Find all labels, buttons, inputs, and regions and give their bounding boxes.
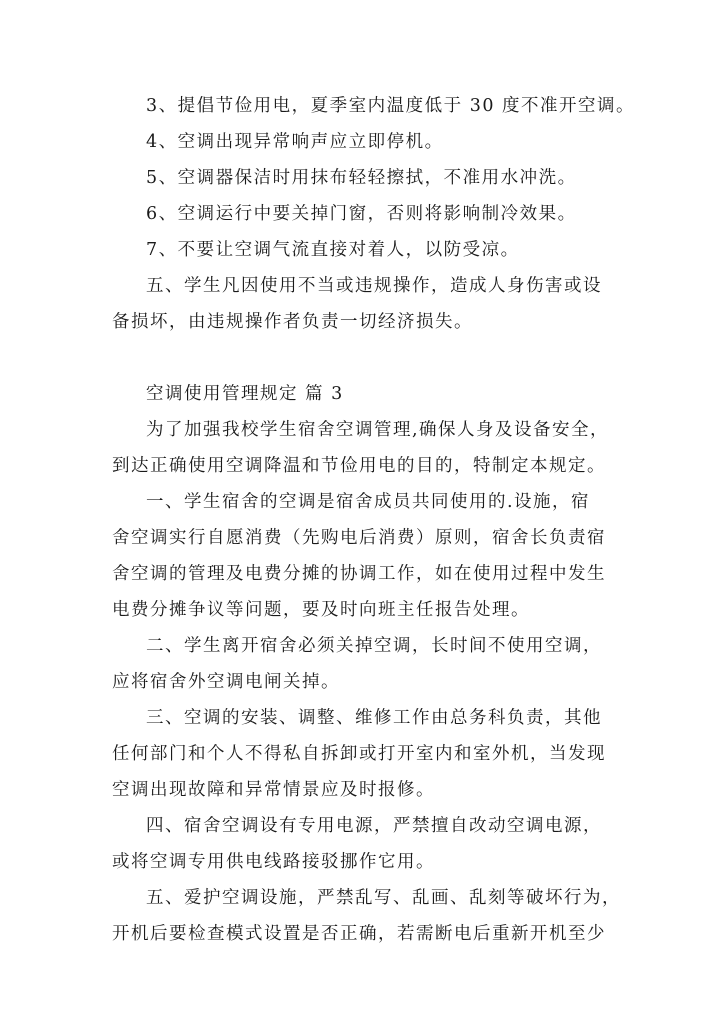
rule-item-7: 7、不要让空调气流直接对着人，以防受凉。: [146, 240, 520, 260]
clause-one-line-3: 舍空调的管理及电费分摊的协调工作，如在使用过程中发生: [112, 564, 606, 584]
clause-three-line-2: 任何部门和个人不得私自拆卸或打开室内和室外机，当发现: [112, 744, 606, 764]
clause-one-line-4: 电费分摊争议等问题，要及时向班主任报告处理。: [112, 600, 530, 620]
section-five-line-2: 备损坏，由违规操作者负责一切经济损失。: [112, 312, 473, 332]
clause-four-line-1: 四、宿舍空调设有专用电源，严禁擅自改动空调电源，: [146, 816, 602, 836]
rule-item-5: 5、空调器保洁时用抹布轻轻擦拭，不准用水冲洗。: [146, 168, 577, 188]
section-five-line-1: 五、学生凡因使用不当或违规操作，造成人身伤害或设: [146, 276, 602, 296]
clause-one-line-1: 一、学生宿舍的空调是宿舍成员共同使用的.设施，宿: [146, 492, 591, 512]
clause-five-line-1: 五、爱护空调设施，严禁乱写、乱画、乱刻等破坏行为，: [146, 888, 621, 908]
rule-item-4: 4、空调出现异常响声应立即停机。: [146, 132, 444, 152]
document-page: [112, 88, 636, 952]
clause-four-line-2: 或将空调专用供电线路接驳挪作它用。: [112, 852, 435, 872]
clause-two-line-2: 应将宿舍外空调电闸关掉。: [112, 672, 340, 692]
paragraph-gap: [112, 340, 622, 376]
clause-five-line-2: 开机后要检查模式设置是否正确，若需断电后重新开机至少: [112, 924, 606, 944]
clause-two-line-1: 二、学生离开宿舍必须关掉空调，长时间不使用空调，: [146, 636, 602, 656]
section-title: 空调使用管理规定 篇 3: [146, 384, 344, 404]
intro-line-1: 为了加强我校学生宿舍空调管理,确保人身及设备安全，: [146, 420, 610, 440]
clause-one-line-2: 舍空调实行自愿消费（先购电后消费）原则，宿舍长负责宿: [112, 528, 606, 548]
rule-item-3: 3、提倡节俭用电，夏季室内温度低于 30 度不准开空调。: [146, 96, 636, 116]
rule-item-6: 6、空调运行中要关掉门窗，否则将影响制冷效果。: [146, 204, 577, 224]
clause-three-line-1: 三、空调的安装、调整、维修工作由总务科负责，其他: [146, 708, 602, 728]
clause-three-line-3: 空调出现故障和异常情景应及时报修。: [112, 780, 435, 800]
intro-line-2: 到达正确使用空调降温和节俭用电的目的，特制定本规定。: [112, 456, 606, 476]
